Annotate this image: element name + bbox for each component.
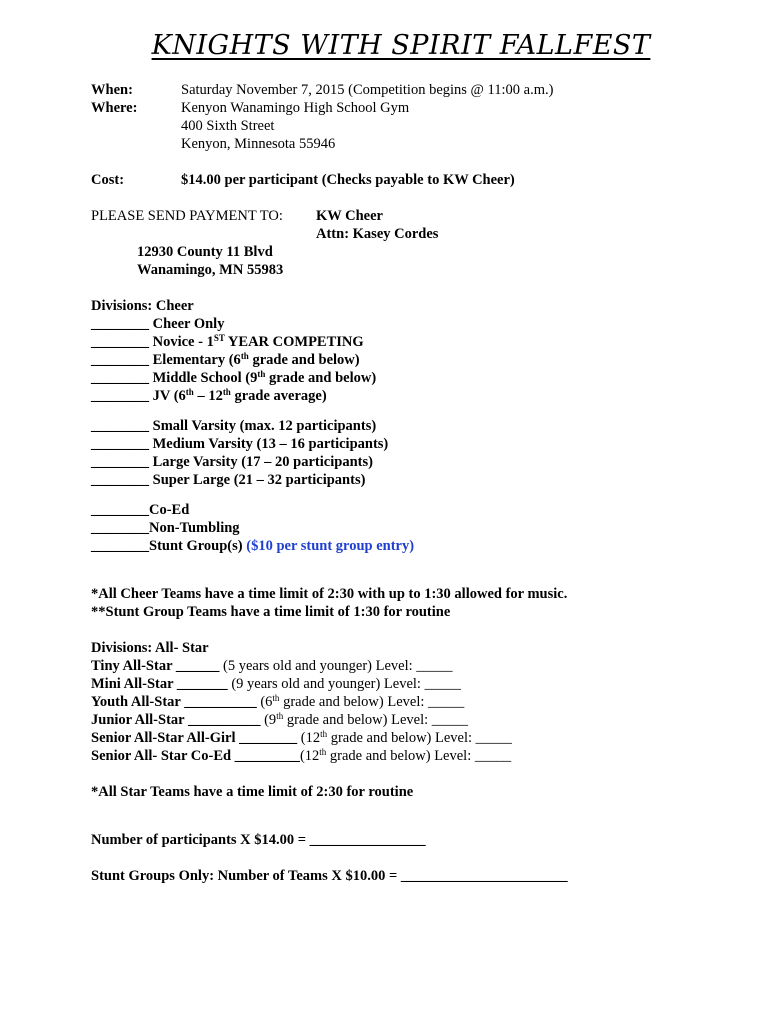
- allstar-heading: Divisions: All- Star: [91, 640, 209, 656]
- payment-attn-row: [316, 225, 711, 243]
- coed-line: ________Co-Ed: [91, 502, 190, 518]
- where-line-1: Kenyon Wanamingo High School Gym: [181, 100, 410, 116]
- payment-address-1: 12930 County 11 Blvd: [137, 244, 273, 260]
- cheer-only-line: ________ Cheer Only: [91, 316, 225, 332]
- where-line-2: 400 Sixth Street: [181, 118, 275, 134]
- youth-line: Youth All-Star __________ (6th grade and below) Level: _____: [91, 693, 465, 710]
- participants-total: Number of participants X $14.00 = ________________: [91, 832, 426, 848]
- payment-label: PLEASE SEND PAYMENT TO:: [91, 208, 283, 224]
- cheer-time-note: *All Cheer Teams have a time limit of 2:30 with up to 1:30 allowed for music.: [91, 586, 568, 602]
- novice-line: ________ Novice - 1ST YEAR COMPETING: [91, 333, 364, 350]
- stunt-time-note: **Stunt Group Teams have a time limit of 1:30 for routine: [91, 604, 451, 620]
- where-row: [91, 99, 711, 153]
- senior-coed-line: Senior All- Star Co-Ed _________(12th grade and below) Level: _____: [91, 747, 512, 764]
- jv-line: ________ JV (6th – 12th grade average): [91, 387, 327, 404]
- when-row: [91, 81, 711, 99]
- mini-line: Mini All-Star _______ (9 years old and younger) Level: _____: [91, 676, 461, 692]
- stunt-group-line: ________Stunt Group(s) ($10 per stunt group entry): [91, 538, 415, 554]
- cheer-heading: Divisions: Cheer: [91, 298, 194, 314]
- payment-contact: Kasey Cordes: [352, 226, 439, 242]
- page-title: KNIGHTS WITH SPIRIT FALLFEST: [151, 30, 651, 61]
- time-limit-notes: [91, 585, 711, 621]
- when-label: When:: [91, 82, 133, 98]
- payment-address-2: Wanamingo, MN 55983: [137, 262, 284, 278]
- super-large-line: ________ Super Large (21 – 32 participants): [91, 472, 366, 488]
- allstar-time-note: *All Star Teams have a time limit of 2:30 for routine: [91, 784, 414, 800]
- payment-attn: Attn:: [316, 226, 350, 242]
- large-varsity-line: ________ Large Varsity (17 – 20 participants): [91, 454, 373, 470]
- cost-label: Cost:: [91, 172, 125, 188]
- payment-row: [91, 207, 711, 225]
- medium-varsity-line: ________ Medium Varsity (13 – 16 participants): [91, 436, 389, 452]
- junior-line: Junior All-Star __________ (9th grade and below) Level: _____: [91, 711, 469, 728]
- senior-girl-line: Senior All-Star All-Girl ________ (12th grade and below) Level: _____: [91, 729, 512, 746]
- stunt-total: Stunt Groups Only: Number of Teams X $10.00 = _______________________: [91, 868, 568, 884]
- where-label: Where:: [91, 100, 138, 116]
- where-line-3: Kenyon, Minnesota 55946: [181, 136, 336, 152]
- small-varsity-line: ________ Small Varsity (max. 12 participants): [91, 418, 377, 434]
- elementary-line: ________ Elementary (6th grade and below): [91, 351, 360, 368]
- when-value: Saturday November 7, 2015 (Competition begins @ 11:00 a.m.): [181, 82, 554, 98]
- payment-name: KW Cheer: [316, 208, 383, 224]
- cost-value: $14.00 per participant (Checks payable to KW Cheer): [181, 172, 515, 188]
- tiny-line: Tiny All-Star ______ (5 years old and younger) Level: _____: [91, 658, 453, 674]
- stunt-fee: ($10 per stunt group entry): [246, 538, 415, 554]
- allstar-divisions: [91, 639, 711, 801]
- cheer-divisions: [91, 297, 711, 555]
- cost-row: [91, 171, 711, 189]
- non-tumbling-line: ________Non-Tumbling: [91, 520, 240, 536]
- middle-school-line: ________ Middle School (9th grade and below): [91, 369, 377, 386]
- registration-form: [91, 30, 711, 885]
